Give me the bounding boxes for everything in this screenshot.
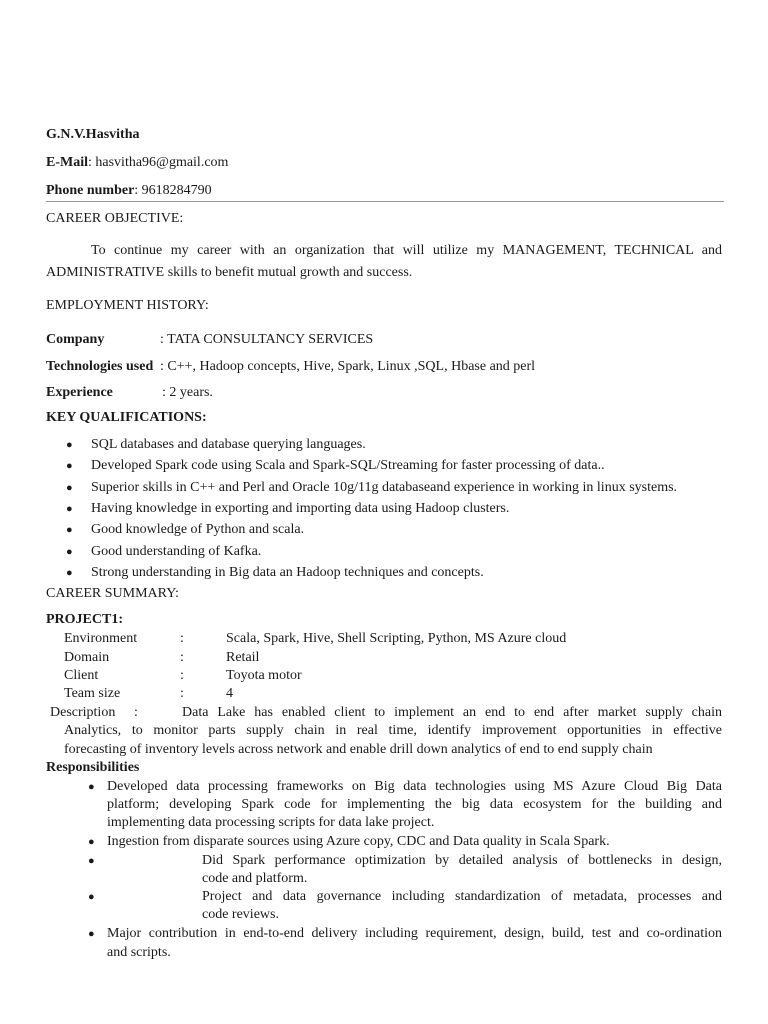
bullet-icon: ●	[66, 567, 73, 579]
company-value: : TATA CONSULTANCY SERVICES	[160, 332, 374, 347]
project-title: PROJECT1:	[46, 612, 123, 627]
field-value: Retail	[226, 650, 260, 665]
list-item: Superior skills in C++ and Perl and Oracle 10g/11g databaseand experience in working in linux systems.	[91, 480, 678, 495]
field-label: Team size	[64, 686, 121, 701]
responsibility-line: code reviews.	[202, 907, 279, 922]
responsibility-line: platform; developing Spark code for implementing the big data ecosystem for the building and	[107, 797, 722, 812]
career-objective-line1: To continue my career with an organization that will utilize my MANAGEMENT, TECHNICAL and	[91, 243, 722, 258]
description-line1: Data Lake has enabled client to implement an end to end after market supply chain	[182, 705, 722, 720]
field-separator: :	[180, 650, 184, 665]
experience-value: : 2 years.	[162, 385, 213, 400]
bullet-icon: ●	[66, 482, 73, 494]
header-divider	[46, 201, 724, 202]
bullet-icon: ●	[88, 855, 95, 867]
bullet-icon: ●	[66, 460, 73, 472]
field-separator: :	[180, 631, 184, 646]
bullet-icon: ●	[66, 503, 73, 515]
list-item: SQL databases and database querying languages.	[91, 437, 366, 452]
bullet-icon: ●	[66, 439, 73, 451]
responsibility-line: Developed data processing frameworks on Big data technologies using MS Azure Cloud Big Data	[107, 779, 722, 794]
career-summary-heading: CAREER SUMMARY:	[46, 586, 179, 601]
technologies-value: : C++, Hadoop concepts, Hive, Spark, Linux ,SQL, Hbase and perl	[160, 359, 536, 374]
experience-label: Experience	[46, 385, 113, 400]
field-separator: :	[180, 668, 184, 683]
description-line2: Analytics, to monitor parts supply chain in real time, identify improvement opportunities in effective	[64, 723, 722, 738]
responsibility-line: and scripts.	[107, 945, 171, 960]
description-label: Description	[50, 705, 116, 720]
email-label: E-Mail	[46, 155, 88, 170]
email-line	[46, 155, 228, 171]
company-label: Company	[46, 332, 105, 347]
description-separator: :	[134, 705, 138, 720]
career-objective-line2: ADMINISTRATIVE skills to benefit mutual growth and success.	[46, 265, 413, 280]
responsibility-line: implementing data processing scripts for data lake project.	[107, 815, 435, 830]
field-value: Scala, Spark, Hive, Shell Scripting, Python, MS Azure cloud	[226, 631, 567, 646]
candidate-name: G.N.V.Hasvitha	[46, 127, 140, 142]
bullet-icon: ●	[88, 836, 95, 848]
list-item: Strong understanding in Big data an Hadoop techniques and concepts.	[91, 565, 484, 580]
responsibilities-heading: Responsibilities	[46, 760, 140, 775]
field-value: Toyota motor	[226, 668, 302, 683]
bullet-icon: ●	[88, 928, 95, 940]
responsibility-line: code and platform.	[202, 871, 308, 886]
career-objective-heading: CAREER OBJECTIVE:	[46, 211, 184, 226]
responsibility-line: Major contribution in end-to-end delivery including requirement, design, build, test and co-ordination	[107, 926, 722, 941]
list-item: Good knowledge of Python and scala.	[91, 522, 305, 537]
responsibility-line: Ingestion from disparate sources using Azure copy, CDC and Data quality in Scala Spark.	[107, 834, 610, 849]
responsibility-line: Did Spark performance optimization by detailed analysis of bottlenecks in design,	[202, 853, 722, 868]
technologies-label: Technologies used	[46, 359, 154, 374]
phone-label: Phone number	[46, 183, 135, 198]
description-line3: forecasting of inventory levels across network and enable drill down analytics of end to end supply chain	[64, 742, 653, 757]
list-item: Good understanding of Kafka.	[91, 544, 262, 559]
responsibility-line: Project and data governance including standardization of metadata, processes and	[202, 889, 722, 904]
field-separator: :	[180, 686, 184, 701]
field-label: Environment	[64, 631, 138, 646]
list-item: Developed Spark code using Scala and Spark-SQL/Streaming for faster processing of data..	[91, 458, 605, 473]
phone-value: : 9618284790	[134, 183, 212, 198]
bullet-icon: ●	[88, 891, 95, 903]
field-label: Client	[64, 668, 99, 683]
bullet-icon: ●	[66, 546, 73, 558]
employment-history-heading: EMPLOYMENT HISTORY:	[46, 298, 209, 313]
phone-line	[46, 183, 212, 199]
field-label: Domain	[64, 650, 110, 665]
email-value: : hasvitha96@gmail.com	[88, 155, 229, 170]
list-item: Having knowledge in exporting and importing data using Hadoop clusters.	[91, 501, 510, 516]
key-qualifications-heading: KEY QUALIFICATIONS:	[46, 410, 207, 425]
bullet-icon: ●	[66, 524, 73, 536]
bullet-icon: ●	[88, 781, 95, 793]
field-value: 4	[226, 686, 233, 701]
